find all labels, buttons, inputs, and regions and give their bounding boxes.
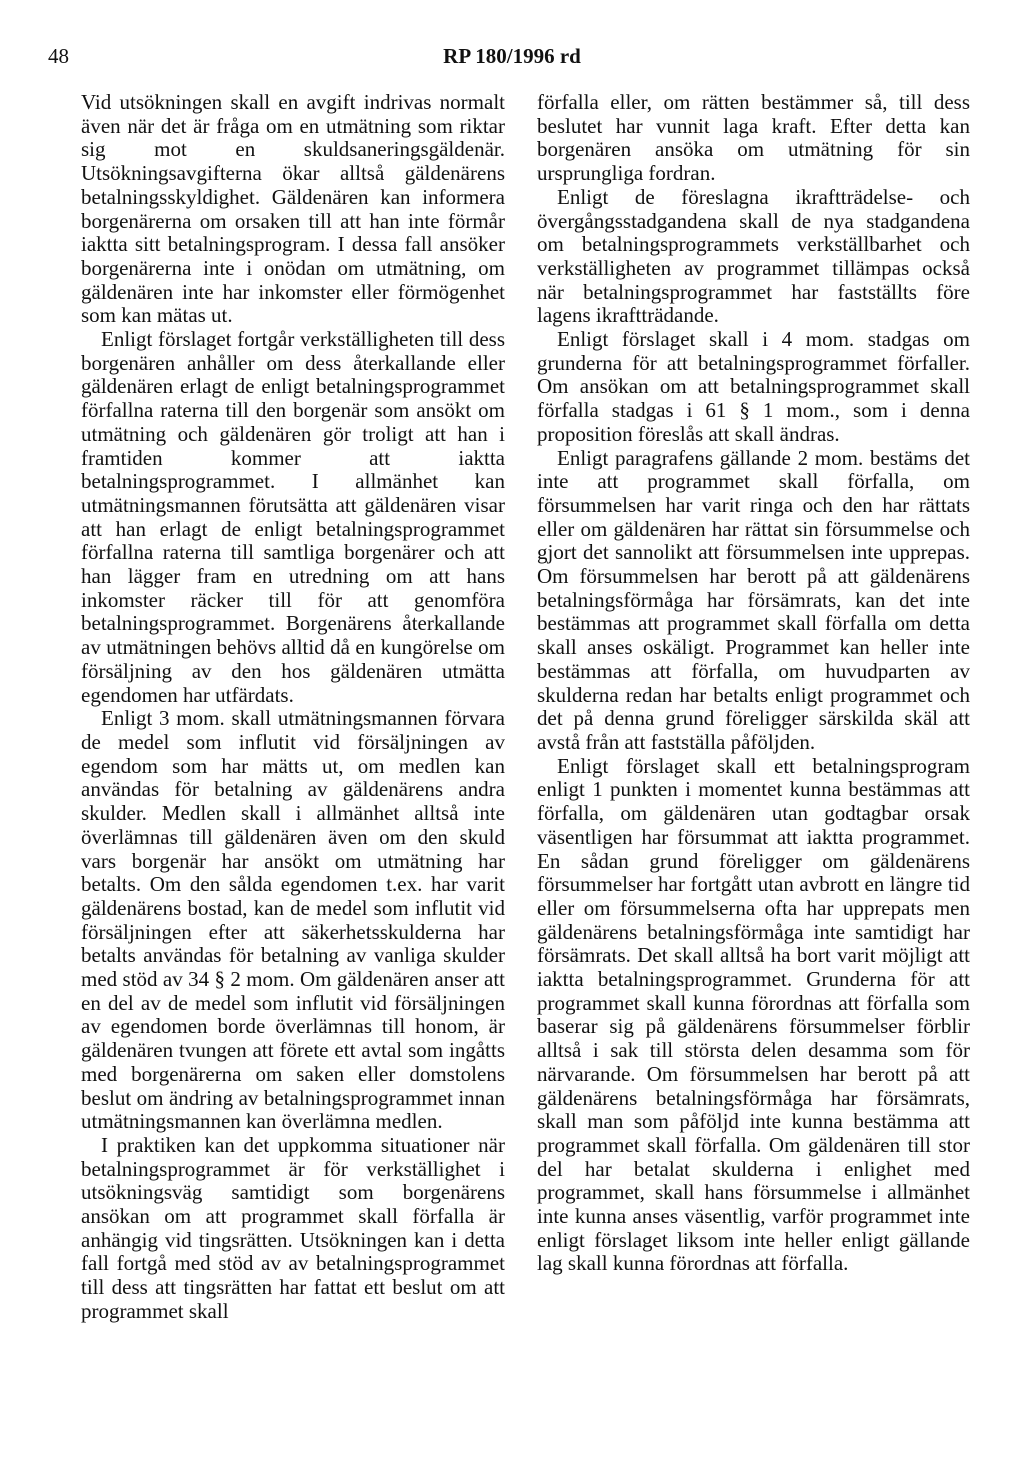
- page-number: 48: [48, 44, 69, 68]
- right-paragraph-1: förfalla eller, om rätten bestämmer så, till dess beslutet har vunnit laga kraft. Efter detta kan borgenären ansöka om utmätning för sin ursprungliga fordran.: [537, 90, 970, 186]
- right-paragraph-3: Enligt förslaget skall i 4 mom. stadgas om grunderna för att betalningsprogrammet förfaller. Om ansökan om att betalningsprogrammet skall förfalla stadgas i 61 § 1 mom., som i denna proposition föreslås att skall ändras.: [537, 327, 970, 446]
- running-header: RP 180/1996 rd: [443, 44, 581, 68]
- left-column: [81, 91, 505, 1324]
- left-paragraph-2: Enligt förslaget fortgår verkställigheten till dess borgenären anhåller om dess återkallande eller gäldenären erlagt de enligt betalningsprogrammet förfallna raterna till den borgenär som ansökt om utmätning och gäldenären gör troligt att han i framtiden kommer att iaktta betalningsprogrammet. I allmänhet kan utmätningsmannen förutsätta att gäldenären visar att han erlagt de enligt betalningsprogrammet förfallna raterna till samtliga borgenärer och att han lägger fram en utredning om att hans inkomster räcker till för att genomföra betalningsprogrammet. Borgenärens återkallande av utmätningen behövs alltid då en kungörelse om försäljning av den hos gäldenären utmätta egendomen har utfärdats.: [81, 327, 505, 707]
- left-paragraph-3: Enligt 3 mom. skall utmätningsmannen förvara de medel som influtit vid försäljningen av egendom som har mätts ut, om medlen kan användas för betalning av gäldenärens andra skulder. Medlen skall i allmänhet alltså inte överlämnas till gäldenären även om den skuld vars borgenär har ansökt om utmätning har betalts. Om den sålda egendomen t.ex. har varit gäldenärens bostad, kan de medel som influtit vid försäljningen efter att säkerhetsskulderna har betalts användas för betalning av vanliga skulder med stöd av 34 § 2 mom. Om gäldenären anser att en del av de medel som influtit vid försäljningen av egendomen borde överlämnas till honom, är gäldenären tvungen att förete ett avtal som ingåtts med borgenärerna om saken eller domstolens beslut om ändring av betalningsprogrammet innan utmätningsmannen kan överlämna medlen.: [81, 706, 505, 1134]
- left-paragraph-1: Vid utsökningen skall en avgift indrivas normalt även när det är fråga om en utmätning som riktar sig mot en skuldsaneringsgäldenär. Utsökningsavgifterna ökar alltså gäldenärens betalningsskyldighet. Gäldenären kan informera borgenärerna om orsaken till att han inte förmår iaktta sitt betalningsprogram. I dessa fall ansöker borgenärerna inte i onödan om utmätning, om gäldenären inte har inkomster eller förmögenhet som kan mätas ut.: [81, 90, 505, 328]
- right-paragraph-5: Enligt förslaget skall ett betalningsprogram enligt 1 punkten i momentet kunna bestämmas att förfalla, om gäldenären utan godtagbar orsak väsentligen har försummat att iaktta programmet. En sådan grund föreligger om gäldenärens försummelser har fortgått utan avbrott en längre tid eller om försummelserna ofta har upprepats men gäldenärens betalningsförmåga inte samtidigt har försämrats. Det skall alltså ha bort varit möjligt att iaktta betalningsprogrammet. Grunderna för att programmet skall kunna förordnas att förfalla som baserar sig på gäldenärens försummelser förblir alltså i sak till största delen desamma som för närvarande. Om försummelsen har berott på att gäldenärens betalningsförmåga har försämrats, skall man som påföljd inte kunna bestämma att programmet skall förfalla. Om gäldenären till stor del har betalat skulderna i enlighet med programmet, skall hans försummelse i allmänhet inte kunna anses väsentlig, varför programmet inte enligt förslaget liksom inte heller enligt gällande lag skall kunna förordnas att förfalla.: [537, 753, 970, 1276]
- right-column: [537, 91, 970, 1276]
- left-paragraph-4: I praktiken kan det uppkomma situationer när betalningsprogrammet är för verkställighet i utsökningsväg samtidigt som borgenärens ansökan om att programmet skall förfalla är anhängig vid tingsrätten. Utsökningen kan i detta fall fortgå med stöd av av betalningsprogrammet till dess att tingsrätten har fattat ett beslut om att programmet skall: [81, 1132, 505, 1323]
- right-paragraph-2: Enligt de föreslagna ikraftträdelse- och övergångsstadgandena skall de nya stadgandena om betalningsprogrammets verkställbarhet och verkställigheten av programmet tillämpas också när betalningsprogrammet har fastställts före lagens ikraftträdande.: [537, 184, 970, 328]
- right-paragraph-4: Enligt paragrafens gällande 2 mom. bestäms det inte att programmet skall förfalla, om försummelsen har varit ringa och den har rättats eller om gäldenären har rättat sin försummelse och gjort det sannolikt att försummelsen inte upprepas. Om försummelsen har berott på att gäldenärens betalningsförmåga har försämrats, kan det inte bestämmas att programmet skall förfalla om detta skall anses oskäligt. Programmet kan heller inte bestämmas att förfalla, om huvudparten av skulderna redan har betalts enligt programmet och det på denna grund föreligger särskilda skäl att avstå från att fastställa påföljden.: [537, 445, 970, 754]
